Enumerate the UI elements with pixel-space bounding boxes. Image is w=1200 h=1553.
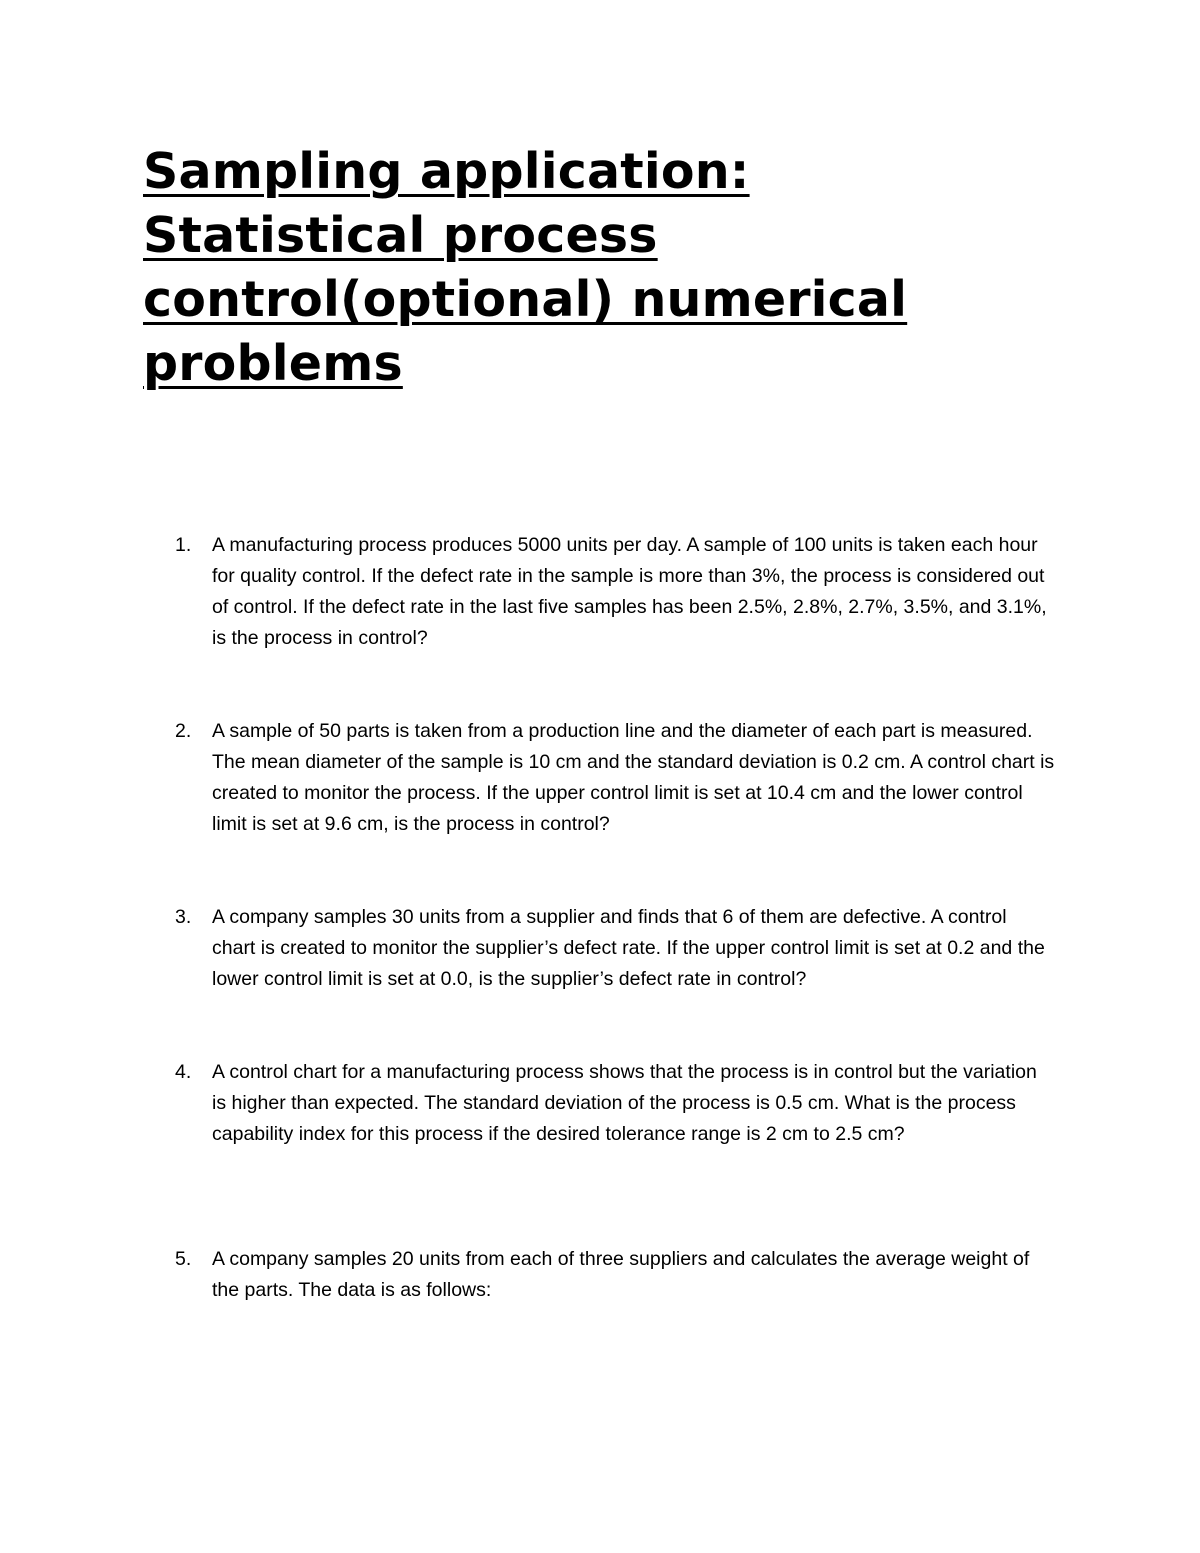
problem-text: A sample of 50 parts is taken from a production line and the diameter of each part is measured. The mean diameter of the sample is 10 cm and the standard deviation is 0.2 cm. A control chart is created to monitor the process. If the upper control limit is set at 10.4 cm and the lower control limit is set at 9.6 cm, is the process in control?: [212, 720, 1055, 835]
problem-number: 4.: [175, 1061, 192, 1083]
document-title: Sampling application: Statistical process control(optional) numerical problems: [143, 143, 908, 392]
problem-number: 2.: [175, 720, 192, 742]
problem-text: A control chart for a manufacturing process shows that the process is in control but the variation is higher than expected. The standard deviation of the process is 0.5 cm. What is the process capability index for this process if the desired tolerance range is 2 cm to 2.5 cm?: [212, 1061, 1037, 1145]
problem-text: A company samples 30 units from a supplier and finds that 6 of them are defective. A control chart is created to monitor the supplier’s defect rate. If the upper control limit is set at 0.2 and the lower control limit is set at 0.0, is the supplier’s defect rate in control?: [212, 906, 1045, 990]
problem-item-5: [175, 1244, 1055, 1306]
problem-text: A company samples 20 units from each of three suppliers and calculates the average weight of the parts. The data is as follows:: [212, 1248, 1030, 1301]
problem-number: 3.: [175, 906, 192, 928]
problem-text: A manufacturing process produces 5000 units per day. A sample of 100 units is taken each hour for quality control. If the defect rate in the sample is more than 3%, the process is considered out of control. If the defect rate in the last five samples has been 2.5%, 2.8%, 2.7%, 3.5%, and 3.1%, is the process in control?: [212, 534, 1047, 649]
problem-number: 5.: [175, 1248, 192, 1270]
problem-item-3: [175, 902, 1055, 995]
problem-item-1: [175, 530, 1055, 654]
problem-number: 1.: [175, 534, 192, 556]
problem-item-2: [175, 716, 1055, 840]
problem-item-4: [175, 1057, 1055, 1150]
